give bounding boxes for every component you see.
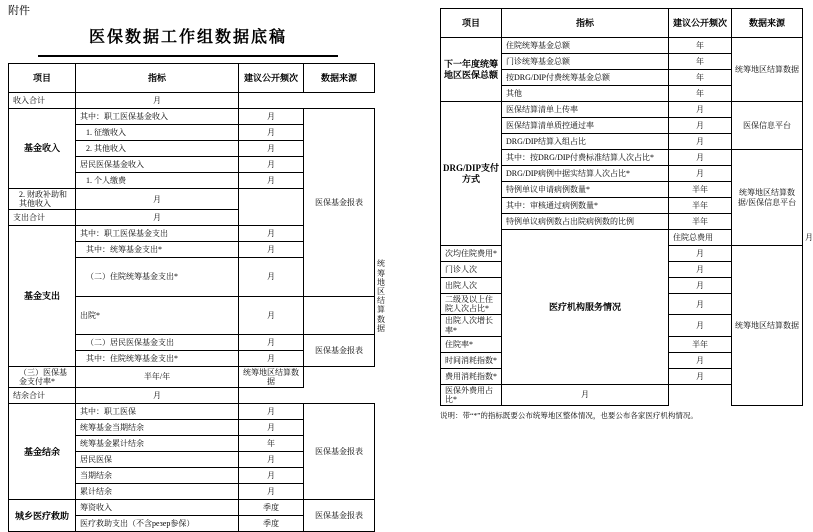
row-indicator: 其中：职工医保基金收入 (76, 109, 239, 125)
table-row (9, 404, 375, 420)
row-frequency: 月 (669, 246, 732, 262)
row-indicator: 医疗救助支出（不含резер参保） (76, 516, 239, 532)
row-category: DRG/DIP支付方式 (441, 102, 502, 246)
row-frequency: 年 (669, 54, 732, 70)
row-frequency: 年 (669, 70, 732, 86)
row-frequency: 月 (239, 242, 304, 258)
attachment-label: 附件 (8, 5, 30, 17)
row-category: 基金支出 (9, 226, 76, 367)
left-panel (8, 18, 385, 532)
row-frequency: 月 (239, 141, 304, 157)
row-indicator: （三）医保基金支付率* (9, 366, 76, 387)
row-frequency: 月 (239, 296, 304, 334)
row-frequency: 半年 (669, 336, 732, 352)
table-row (9, 93, 375, 109)
row-indicator: （二）住院统筹基金支出* (76, 258, 239, 296)
row-indicator: 累计结余 (76, 484, 239, 500)
col-header-indicator: 指标 (76, 64, 239, 93)
row-frequency: 月 (669, 278, 732, 294)
row-indicator: 医保结算清单上传率 (502, 102, 669, 118)
row-frequency: 半年/年 (76, 366, 239, 387)
row-indicator: 医保结算清单质控通过率 (502, 118, 669, 134)
row-indicator: （二）居民医保基金支出 (76, 334, 239, 350)
row-frequency: 半年 (669, 214, 732, 230)
row-source: 医保信息平台 (732, 102, 803, 150)
table-row (9, 500, 375, 516)
row-indicator: 其中：职工医保 (76, 404, 239, 420)
row-indicator: 2. 财政补助和其他收入 (9, 189, 76, 210)
row-indicator: 出院人次 (441, 278, 502, 294)
col-header-frequency: 建议公开频次 (669, 9, 732, 38)
row-frequency: 半年 (669, 182, 732, 198)
row-indicator: 筹资收入 (76, 500, 239, 516)
row-frequency: 月 (239, 484, 304, 500)
row-category: 基金收入 (9, 109, 76, 189)
row-indicator: DRG/DIP结算入组占比 (502, 134, 669, 150)
row-frequency: 月 (669, 352, 732, 368)
row-indicator: 当期结余 (76, 468, 239, 484)
table-header-row (9, 64, 375, 93)
row-frequency: 月 (239, 468, 304, 484)
row-indicator: 其他 (502, 86, 669, 102)
row-indicator: 居民医保 (76, 452, 239, 468)
col-header-source: 数据来源 (304, 64, 375, 93)
row-frequency: 月 (239, 173, 304, 189)
row-indicator: 出院人次增长率* (441, 315, 502, 336)
table-row (9, 388, 375, 404)
row-indicator: 统筹基金累计结余 (76, 436, 239, 452)
row-frequency: 月 (239, 109, 304, 125)
row-indicator: 收入合计 (9, 93, 76, 109)
row-indicator: 2. 其他收入 (76, 141, 239, 157)
row-frequency: 月 (239, 350, 304, 366)
row-frequency: 月 (669, 150, 732, 166)
right-panel (440, 8, 813, 421)
row-indicator: 住院总费用 (669, 230, 732, 246)
row-frequency: 月 (76, 93, 239, 109)
row-frequency: 月 (239, 420, 304, 436)
row-indicator: 1. 个人缴费 (76, 173, 239, 189)
row-indicator: 1. 征缴收入 (76, 125, 239, 141)
row-frequency: 月 (239, 157, 304, 173)
row-frequency: 月 (669, 315, 732, 336)
row-category: 医疗机构服务情况 (502, 230, 669, 385)
row-source: 医保基金报表 (304, 334, 375, 366)
row-indicator: 医保外费用占比* (441, 384, 502, 405)
row-frequency: 月 (669, 262, 732, 278)
row-indicator: 住院统筹基金总额 (502, 38, 669, 54)
col-header-frequency: 建议公开频次 (239, 64, 304, 93)
row-indicator: 支出合计 (9, 210, 76, 226)
row-frequency: 月 (239, 258, 304, 296)
row-indicator: 按DRG/DIP付费统筹基金总额 (502, 70, 669, 86)
row-indicator: 其中：审核通过病例数量* (502, 198, 669, 214)
col-header-indicator: 指标 (502, 9, 669, 38)
row-frequency: 半年 (669, 198, 732, 214)
row-frequency: 月 (239, 125, 304, 141)
row-frequency: 月 (669, 102, 732, 118)
row-frequency: 月 (669, 134, 732, 150)
row-frequency: 年 (239, 436, 304, 452)
row-indicator: 二级及以上住院人次占比* (441, 294, 502, 315)
left-table (8, 63, 385, 532)
row-indicator: 其中：职工医保基金支出 (76, 226, 239, 242)
row-indicator: 居民医保基金收入 (76, 157, 239, 173)
row-indicator: 特例单议病例数占出院病例数的比例 (502, 214, 669, 230)
row-source: 统筹地区结算数据/医保信息平台 (732, 150, 803, 246)
row-source: 统筹地区结算数据 (732, 246, 803, 406)
row-frequency: 月 (502, 384, 669, 405)
page-title: 医保数据工作组数据底稿 (38, 18, 338, 57)
table-row: 医疗机构服务情况 住院总费用 月 (441, 230, 803, 246)
table-row (441, 38, 803, 54)
row-source: 医保基金报表 (304, 109, 375, 297)
row-indicator: 其中：按DRG/DIP付费标准结算人次占比* (502, 150, 669, 166)
row-frequency: 月 (239, 226, 304, 242)
row-indicator: DRG/DIP病例中据实结算人次占比* (502, 166, 669, 182)
row-source: 医保基金报表 (304, 500, 375, 532)
row-source: 医保基金报表 (304, 404, 375, 500)
row-indicator: 其中：统筹基金支出* (76, 242, 239, 258)
table-row (441, 102, 803, 118)
row-frequency: 年 (669, 38, 732, 54)
row-frequency: 月 (76, 189, 239, 210)
row-indicator: 门诊人次 (441, 262, 502, 278)
row-indicator: 时间消耗指数* (441, 352, 502, 368)
row-indicator: 其中：住院统筹基金支出* (76, 350, 239, 366)
right-table (440, 8, 813, 406)
row-frequency: 季度 (239, 516, 304, 532)
row-category: 下一年度统筹地区医保总额 (441, 38, 502, 102)
row-source: 统筹地区结算数据 (239, 366, 304, 387)
row-indicator: 住院率* (441, 336, 502, 352)
col-header-project: 项目 (441, 9, 502, 38)
row-frequency: 月 (239, 334, 304, 350)
row-indicator: 出院* (76, 296, 239, 334)
table-row (9, 109, 375, 125)
row-indicator: 门诊统筹基金总额 (502, 54, 669, 70)
row-frequency: 月 (239, 452, 304, 468)
table-row: （二）住院统筹基金支出* 月 统筹地区结算数据 (9, 258, 375, 296)
row-indicator: 费用消耗指数* (441, 368, 502, 384)
row-indicator: 次均住院费用* (441, 246, 502, 262)
row-frequency: 月 (239, 404, 304, 420)
row-frequency: 月 (76, 210, 239, 226)
row-source: 统筹地区结算数据 (732, 38, 803, 102)
row-indicator: 结余合计 (9, 388, 76, 404)
row-frequency: 年 (669, 86, 732, 102)
row-indicator: 统筹基金当期结余 (76, 420, 239, 436)
col-header-source: 数据来源 (732, 9, 803, 38)
row-frequency: 月 (669, 294, 732, 315)
table-note: 说明：带“*”的指标既要公布统筹地区整体情况，也要公布各家医疗机构情况。 (440, 411, 698, 421)
row-frequency: 月 (669, 166, 732, 182)
row-frequency: 月 (669, 368, 732, 384)
table-header-row (441, 9, 803, 38)
row-frequency: 季度 (239, 500, 304, 516)
row-frequency: 月 (669, 118, 732, 134)
row-category: 基金结余 (9, 404, 76, 500)
row-indicator: 特例单议申请病例数量* (502, 182, 669, 198)
row-frequency: 月 (76, 388, 239, 404)
col-header-project: 项目 (9, 64, 76, 93)
table-row (9, 366, 375, 387)
row-category: 城乡医疗救助 (9, 500, 76, 532)
